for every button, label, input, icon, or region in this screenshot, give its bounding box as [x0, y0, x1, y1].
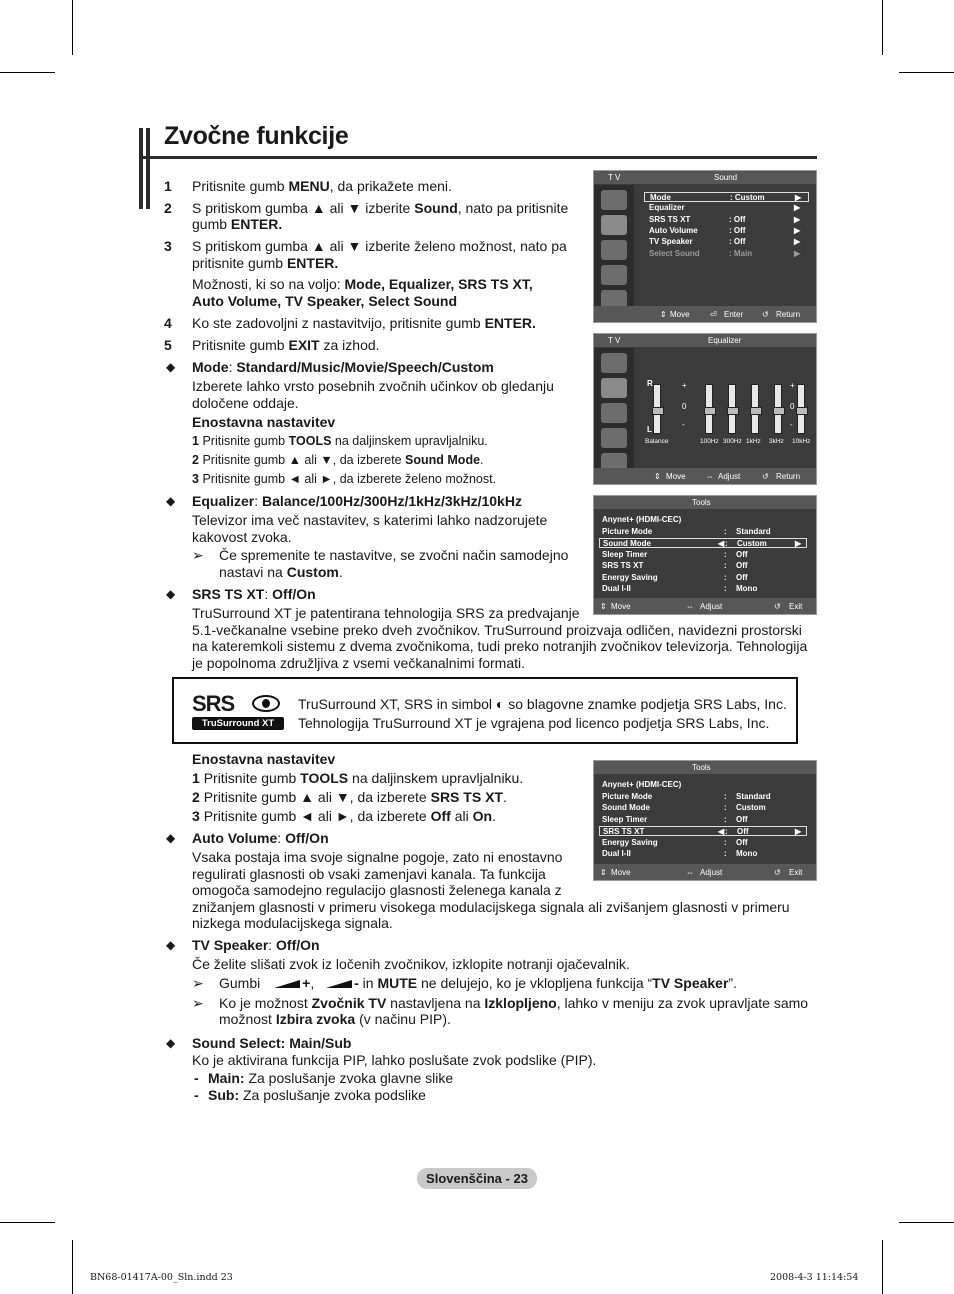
tools-row-value: Off — [736, 572, 748, 582]
arrow-right-icon: ▶ — [795, 193, 802, 202]
options-line2: Auto Volume, TV Speaker, Select Sound — [192, 293, 458, 309]
imprint-file: BN68-01417A-00_Sln.indd 23 — [90, 1272, 233, 1283]
menu-sidebar — [594, 348, 634, 468]
tools-row-label: Sleep Timer — [602, 549, 648, 559]
autovolume-desc: nizkega modulacijskega signala. — [192, 915, 393, 931]
menu-row-tvspeaker[interactable]: TV Speaker : Off ▶ — [649, 237, 801, 246]
menu-footer: ⇕ Move ⇔ Adjust ↺ Exit — [594, 864, 816, 880]
bullet-diamond: ◆ — [166, 831, 176, 845]
menu-footer: ⇕ Move ⏎ Enter ↺ Return — [594, 306, 816, 322]
eq-slider-knob[interactable] — [652, 407, 664, 415]
setup-icon[interactable] — [601, 265, 627, 285]
tools-row-value: Standard — [736, 526, 771, 536]
srs-trademark-box — [172, 677, 798, 744]
balance-l-label: L — [647, 425, 652, 434]
soundselect-heading: Sound Select: Main/Sub — [192, 1035, 352, 1051]
crop-mark — [72, 1240, 73, 1294]
easy-step-2: 2 Pritisnite gumb ▲ ali ▼, da izberete SRS TS XT. — [192, 789, 507, 805]
menu-row-equalizer[interactable]: Equalizer ▶ — [649, 203, 801, 212]
eq-band-label: 300Hz — [723, 438, 742, 445]
tools-row-value: Off — [736, 837, 748, 847]
bullet-diamond: ◆ — [166, 587, 176, 601]
srs-desc: je popolnoma združljiva z vsemi večkanalnimi formati. — [192, 655, 526, 671]
autovolume-desc: znižanjem glasnosti v primeru visokega modulacijskega signala ali zvišanjem glasnosti v primeru — [192, 899, 790, 915]
tvspeaker-desc: Če želite slišati zvok iz ločenih zvočnikov, izklopite notranji ojačevalnik. — [192, 956, 630, 972]
colon-separator: : — [724, 814, 727, 824]
easy-step-2: 2 Pritisnite gumb ▲ ali ▼, da izberete Sound Mode. — [192, 453, 484, 467]
leftright-icon: ⇔ — [686, 868, 694, 877]
srs-logo — [192, 693, 286, 731]
note-arrow-icon: ➢ — [192, 547, 204, 563]
crop-mark — [0, 72, 55, 73]
menu-header: Tools — [594, 496, 816, 509]
menu-footer: ⇕ Move ⇔ Adjust ↺ Return — [594, 468, 816, 484]
crop-mark — [72, 0, 73, 55]
arrow-right-icon[interactable]: ▶ — [795, 827, 802, 836]
tools-row-label: Picture Mode — [602, 791, 653, 801]
arrow-right-icon[interactable]: ▶ — [795, 539, 802, 548]
step-number: 1 — [164, 178, 172, 194]
tvspeaker-note-1: Gumbi +, - in MUTE ne delujejo, ko je vklopljena funkcija “TV Speaker”. — [219, 975, 737, 991]
tools-row-label: Anynet+ (HDMI-CEC) — [602, 780, 682, 789]
eq-band-label: Balance — [645, 438, 669, 445]
updown-icon: ⇕ — [660, 310, 667, 319]
tools-row-label: Sound Mode — [603, 539, 651, 548]
colon-separator: : — [724, 572, 727, 582]
step-3-line2: pritisnite gumb ENTER. — [192, 255, 339, 271]
eq-band-label: 100Hz — [700, 438, 719, 445]
tools-row-value: Off — [736, 561, 748, 570]
menu-footer: ⇕ Move ⇔ Adjust ↺ Exit — [594, 598, 816, 614]
tools-menu-panel — [593, 495, 817, 615]
tools-row[interactable] — [599, 573, 807, 583]
tools-row-label: Energy Saving — [602, 572, 658, 582]
tools-menu-panel — [593, 760, 817, 881]
crop-mark — [882, 0, 883, 55]
tvspeaker-heading: TV Speaker: Off/On — [192, 937, 320, 953]
imprint-date: 2008-4-3 11:14:54 — [770, 1272, 859, 1283]
soundselect-sub: Sub: Za poslušanje zvoka podslike — [208, 1087, 426, 1103]
eq-minus-label: - — [682, 420, 685, 429]
colon-separator: : — [724, 584, 727, 593]
colon-separator: : — [724, 561, 727, 570]
eq-band-label: 1kHz — [746, 438, 761, 445]
leftright-icon: ⇔ — [686, 602, 694, 611]
menu-header: Tools — [594, 761, 816, 774]
options-line1: Možnosti, ki so na voljo: Mode, Equalizer, SRS TS XT, — [192, 276, 533, 292]
dash-bullet: - — [194, 1087, 199, 1103]
autovolume-heading: Auto Volume: Off/On — [192, 830, 329, 846]
eq-slider-0[interactable] — [653, 384, 661, 434]
colon-separator: : — [725, 827, 728, 836]
tools-row-label: Picture Mode — [602, 526, 653, 536]
srs-heading: SRS TS XT: Off/On — [192, 586, 316, 602]
tools-row-value: Off — [736, 814, 748, 824]
autovolume-desc: regulirati glasnosti ob vsaki zamenjavi kanala. Ta funkcija — [192, 866, 546, 882]
mode-desc: Izberete lahko vrsto posebnih zvočnih učinkov ob gledanju — [192, 378, 554, 394]
arrow-left-icon[interactable]: ◀ — [718, 539, 725, 548]
tools-row-label: Energy Saving — [602, 837, 658, 847]
tools-row-label: SRS TS XT — [602, 561, 644, 570]
soundselect-desc: Ko je aktivirana funkcija PIP, lahko poslušate zvok podslike (PIP). — [192, 1052, 597, 1068]
title-rule — [139, 156, 817, 159]
easy-step-3: 3 Pritisnite gumb ◄ ali ►, da izberete želeno možnost. — [192, 472, 497, 486]
exit-icon: ↺ — [774, 868, 781, 877]
eq-band-label: 10kHz — [792, 438, 811, 445]
bullet-diamond: ◆ — [166, 494, 176, 508]
eq-zero-label: 0 — [790, 402, 795, 411]
easy-setup-heading: Enostavna nastavitev — [192, 414, 336, 430]
crop-mark — [899, 72, 954, 73]
note-arrow-icon: ➢ — [192, 995, 204, 1011]
tools-row-value: Mono — [736, 849, 758, 858]
autovolume-desc: omogoča samodejno regulacijo glasnosti želenega kanala z — [192, 882, 562, 898]
eq-plus-label: + — [682, 381, 687, 390]
tools-row-value: Mono — [736, 584, 758, 593]
arrow-right-icon: ▶ — [794, 249, 801, 258]
menu-title: Sound — [714, 173, 738, 182]
equalizer-desc: Televizor ima več nastavitev, s katerimi lahko nadzorujete — [192, 512, 548, 528]
eq-slider-3[interactable] — [751, 384, 759, 434]
eq-plus-label: + — [790, 381, 795, 390]
dash-bullet: - — [194, 1070, 199, 1086]
menu-row-mode[interactable]: Mode : Custom ▶ — [644, 192, 809, 202]
tools-row-label: Sound Mode — [602, 803, 650, 812]
srs-desc: TruSurround XT je patentirana tehnologija SRS za predvajanje — [192, 605, 580, 621]
title-bar-decoration — [146, 128, 150, 209]
easy-step-1: 1 Pritisnite gumb TOOLS na daljinskem upravljalniku. — [192, 770, 524, 786]
mode-desc: določene oddaje. — [192, 395, 299, 411]
eq-slider-4[interactable] — [774, 384, 782, 434]
crop-mark — [0, 1222, 55, 1223]
easy-step-3: 3 Pritisnite gumb ◄ ali ►, da izberete Off ali On. — [192, 808, 496, 824]
srs-desc: na kateremkoli sistemu z dvema zvočnikoma, tudi preko notranjih zvočnikov televizorja. Tehnologija — [192, 638, 808, 654]
leftright-icon: ⇔ — [706, 472, 714, 481]
srs-logo-text: SRS — [192, 691, 235, 716]
exit-icon: ↺ — [774, 602, 781, 611]
updown-icon: ⇕ — [654, 472, 661, 481]
tools-row[interactable] — [599, 780, 807, 790]
arrow-right-icon: ▶ — [794, 203, 801, 212]
srs-circle-icon — [252, 695, 280, 712]
bullet-diamond: ◆ — [166, 360, 176, 374]
easy-step-1: 1 Pritisnite gumb TOOLS na daljinskem upravljalniku. — [192, 434, 488, 448]
page-footer-badge: Slovenščina - 23 — [417, 1168, 537, 1189]
step-2-line1: S pritiskom gumba ▲ ali ▼ izberite Sound, nato pa pritisnite — [192, 200, 569, 216]
equalizer-heading: Equalizer: Balance/100Hz/300Hz/1kHz/3kHz/10kHz — [192, 493, 522, 509]
eq-slider-knob[interactable] — [727, 407, 739, 415]
tools-row[interactable] — [599, 584, 807, 594]
arrow-left-icon[interactable]: ◀ — [718, 827, 725, 836]
step-1: Pritisnite gumb MENU, da prikažete meni. — [192, 178, 452, 194]
sound-menu-panel — [593, 170, 817, 323]
menu-header: T V Equalizer — [594, 334, 816, 347]
tvspeaker-note-2: možnost Izbira zvoka (v načinu PIP). — [219, 1011, 451, 1027]
menu-row-selectsound: Select Sound : Main ▶ — [649, 249, 801, 258]
balance-r-label: R — [647, 379, 653, 388]
return-icon: ↺ — [762, 310, 769, 319]
easy-setup-heading: Enostavna nastavitev — [192, 751, 336, 767]
note-arrow-icon: ➢ — [192, 975, 204, 991]
tools-row-value: Off — [736, 549, 748, 559]
eq-slider-2[interactable] — [728, 384, 736, 434]
tvspeaker-note-2: Ko je možnost Zvočnik TV nastavljena na Izklopljeno, lahko v meniju za zvok upravljate samo — [219, 995, 809, 1011]
step-number: 5 — [164, 337, 172, 353]
srs-trademark-line2: Tehnologija TruSurround XT je vgrajena pod licenco podjetja SRS Labs, Inc. — [298, 715, 770, 731]
colon-separator: : — [724, 803, 727, 812]
picture-icon[interactable] — [601, 190, 627, 210]
sound-icon[interactable] — [601, 215, 627, 235]
srs-desc: 5.1-večkanalne vsebine preko dveh zvočnikov. TruSurround proizvaja odličen, navidezni prostorski — [192, 622, 802, 638]
bullet-diamond: ◆ — [166, 1036, 176, 1050]
tools-row[interactable] — [599, 849, 807, 859]
equalizer-desc: kakovost zvoka. — [192, 529, 292, 545]
eq-slider-knob[interactable] — [796, 407, 808, 415]
picture-icon[interactable] — [601, 353, 627, 373]
eq-zero-label: 0 — [682, 402, 687, 411]
tools-row[interactable] — [599, 515, 807, 525]
tools-row[interactable] — [599, 527, 807, 537]
tools-row[interactable] — [599, 803, 807, 813]
crop-mark — [882, 1240, 883, 1294]
tools-row[interactable] — [599, 792, 807, 802]
tools-row-value: Custom — [736, 803, 766, 812]
volume-wedge-icon — [326, 980, 352, 988]
colon-separator: : — [724, 549, 727, 559]
colon-separator: : — [724, 837, 727, 847]
eq-slider-knob[interactable] — [750, 407, 762, 415]
tools-row-label: Anynet+ (HDMI-CEC) — [602, 515, 682, 524]
tools-row[interactable] — [599, 838, 807, 848]
menu-row-autovolume[interactable]: Auto Volume : Off ▶ — [649, 226, 801, 235]
step-2-line2: gumb ENTER. — [192, 216, 283, 232]
soundselect-main: Main: Za poslušanje zvoka glavne slike — [208, 1070, 454, 1086]
updown-icon: ⇕ — [600, 602, 607, 611]
equalizer-note: nastavi na Custom. — [219, 564, 343, 580]
tools-row[interactable] — [599, 550, 807, 560]
bullet-diamond: ◆ — [166, 938, 176, 952]
step-4: Ko ste zadovoljni z nastavitvijo, pritisnite gumb ENTER. — [192, 315, 536, 331]
eq-slider-knob[interactable] — [704, 407, 716, 415]
trusurround-logo-text: TruSurround XT — [192, 717, 284, 730]
channel-icon[interactable] — [601, 403, 627, 423]
tools-row-value: Custom — [737, 539, 767, 548]
step-number: 2 — [164, 200, 172, 216]
channel-icon[interactable] — [601, 240, 627, 260]
tools-row[interactable] — [599, 815, 807, 825]
menu-header — [594, 171, 816, 184]
menu-sidebar — [594, 185, 634, 306]
tools-row-label: SRS TS XT — [603, 827, 645, 836]
colon-separator: : — [724, 849, 727, 858]
srs-circle-symbol-icon: ◐ — [495, 696, 505, 712]
return-icon: ↺ — [762, 472, 769, 481]
tools-row-value: Standard — [736, 791, 771, 801]
step-5: Pritisnite gumb EXIT za izhod. — [192, 337, 380, 353]
page-title: Zvočne funkcije — [164, 122, 349, 150]
equalizer-menu-panel — [593, 333, 817, 485]
tools-row[interactable] — [599, 826, 807, 836]
srs-trademark-line1: TruSurround XT, SRS in simbol ◐ so blagovne znamke podjetja SRS Labs, Inc. — [298, 696, 787, 712]
arrow-right-icon: ▶ — [794, 237, 801, 246]
volume-wedge-icon — [274, 980, 300, 988]
arrow-right-icon: ▶ — [794, 215, 801, 224]
enter-icon: ⏎ — [710, 310, 717, 319]
tools-row-label: Dual I-II — [602, 584, 631, 593]
step-number: 4 — [164, 315, 172, 331]
setup-icon[interactable] — [601, 428, 627, 448]
colon-separator: : — [724, 526, 727, 536]
eq-minus-label: - — [790, 420, 793, 429]
tools-row[interactable] — [599, 538, 807, 548]
colon-separator: : — [724, 791, 727, 801]
eq-slider-knob[interactable] — [773, 407, 785, 415]
step-number: 3 — [164, 238, 172, 254]
eq-slider-5[interactable] — [797, 384, 805, 434]
colon-separator: : — [725, 539, 728, 548]
menu-tv-label: T V — [608, 173, 621, 182]
sound-icon[interactable] — [601, 378, 627, 398]
eq-slider-1[interactable] — [705, 384, 713, 434]
equalizer-note: Če spremenite te nastavitve, se zvočni način samodejno — [219, 547, 569, 563]
arrow-right-icon: ▶ — [794, 226, 801, 235]
step-3-line1: S pritiskom gumba ▲ ali ▼ izberite želeno možnost, nato pa — [192, 238, 567, 254]
tools-row-label: Dual I-II — [602, 849, 631, 858]
autovolume-desc: Vsaka postaja ima svoje signalne pogoje, zato ni enostavno — [192, 849, 563, 865]
crop-mark — [899, 1222, 954, 1223]
tools-row-label: Sleep Timer — [602, 814, 648, 824]
tools-row[interactable] — [599, 561, 807, 571]
title-bar-decoration — [139, 128, 143, 209]
eq-band-label: 3kHz — [769, 438, 784, 445]
mode-heading: Mode: Standard/Music/Movie/Speech/Custom — [192, 359, 494, 375]
menu-row-srs[interactable]: SRS TS XT : Off ▶ — [649, 215, 801, 224]
updown-icon: ⇕ — [600, 868, 607, 877]
tools-row-value: Off — [737, 827, 749, 836]
